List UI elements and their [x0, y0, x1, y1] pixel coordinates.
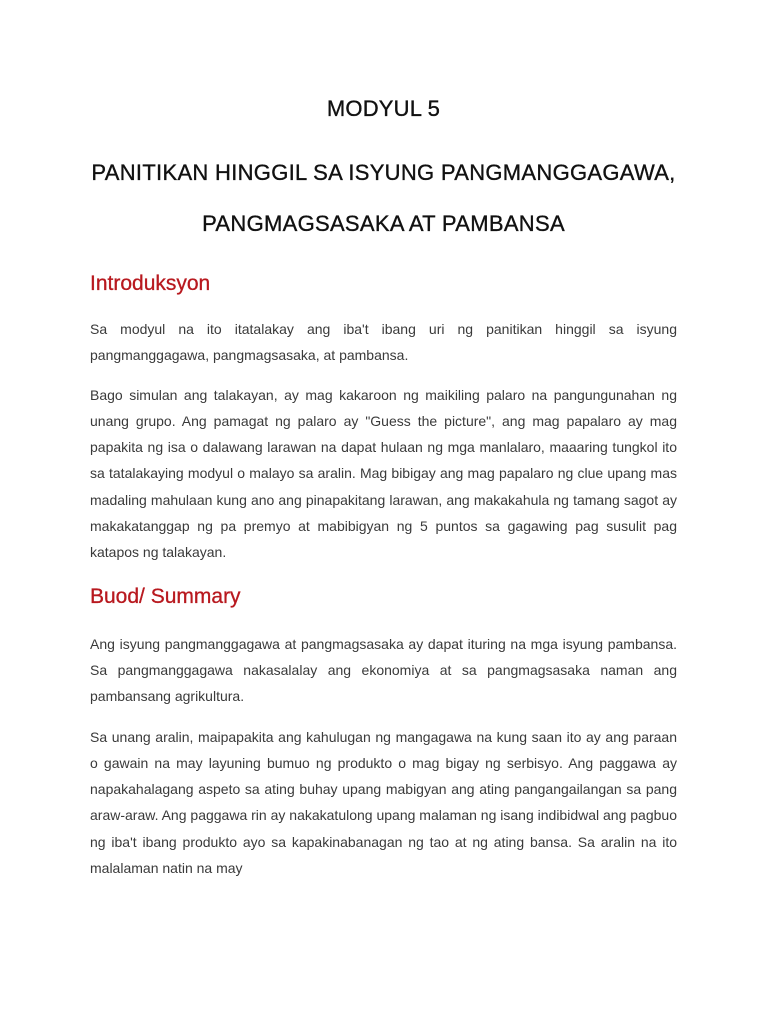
section-heading-introduksyon: Introduksyon	[90, 272, 211, 295]
section-heading-summary: Buod/ Summary	[90, 584, 241, 608]
document-page	[90, 0, 677, 881]
introduksyon-paragraph: Bago simulan ang talakayan, ay mag kakaroon ng maikiling palaro na pangungunahan ng unang grupo. Ang pamagat ng palaro ay "Guess the picture", ang mag papalaro ay mag papakita ng isa o dalawang larawan na dapat hulaan ng mga manlalaro, maaaring tungkol ito sa tatalakaying modyul o malayo sa aralin. Mag bibigay ang mag papalaro ng clue upang mas madaling mahulaan kung ano ang pinapakitang larawan, ang makakahula ng tamang sagot ay makakatanggap ng pa premyo at mabibigyan ng 5 puntos sa gagawing pag susulit pag katapos ng talakayan.	[90, 386, 677, 561]
introduksyon-paragraph: Sa modyul na ito itatalakay ang iba't ibang uri ng panitikan hinggil sa isyung pangmanggagawa, pangmagsasaka, at pambansa.	[90, 321, 677, 364]
summary-paragraph: Sa unang aralin, maipapakita ang kahulugan ng mangagawa na kung saan ito ay ang paraan o gawain na may layuning bumuo ng produkto o mag bigay ng serbisyo. Ang paggawa ay napakahalagang aspeto sa ating buhay upang mabigyan ang ating pangangailangan sa pang araw-araw. Ang paggawa rin ay nakakatulong upang malaman ng isang indibidwal ang pagbuo ng iba't ibang produkto ayo sa kapakinabanagan ng tao at ng ating bansa. Sa aralin na ito malalaman natin na may	[90, 728, 677, 877]
document-title: MODYUL 5	[326, 96, 441, 121]
document-subtitle: PANITIKAN HINGGIL SA ISYUNG PANGMANGGAGAWA, PANGMAGSASAKA AT PAMBANSA	[91, 160, 676, 236]
summary-paragraph: Ang isyung pangmanggagawa at pangmagsasaka ay dapat ituring na mga isyung pambansa. Sa pangmanggagawa nakasalalay ang ekonomiya at sa pangmagsasaka naman ang pambansang agrikultura.	[90, 635, 677, 705]
